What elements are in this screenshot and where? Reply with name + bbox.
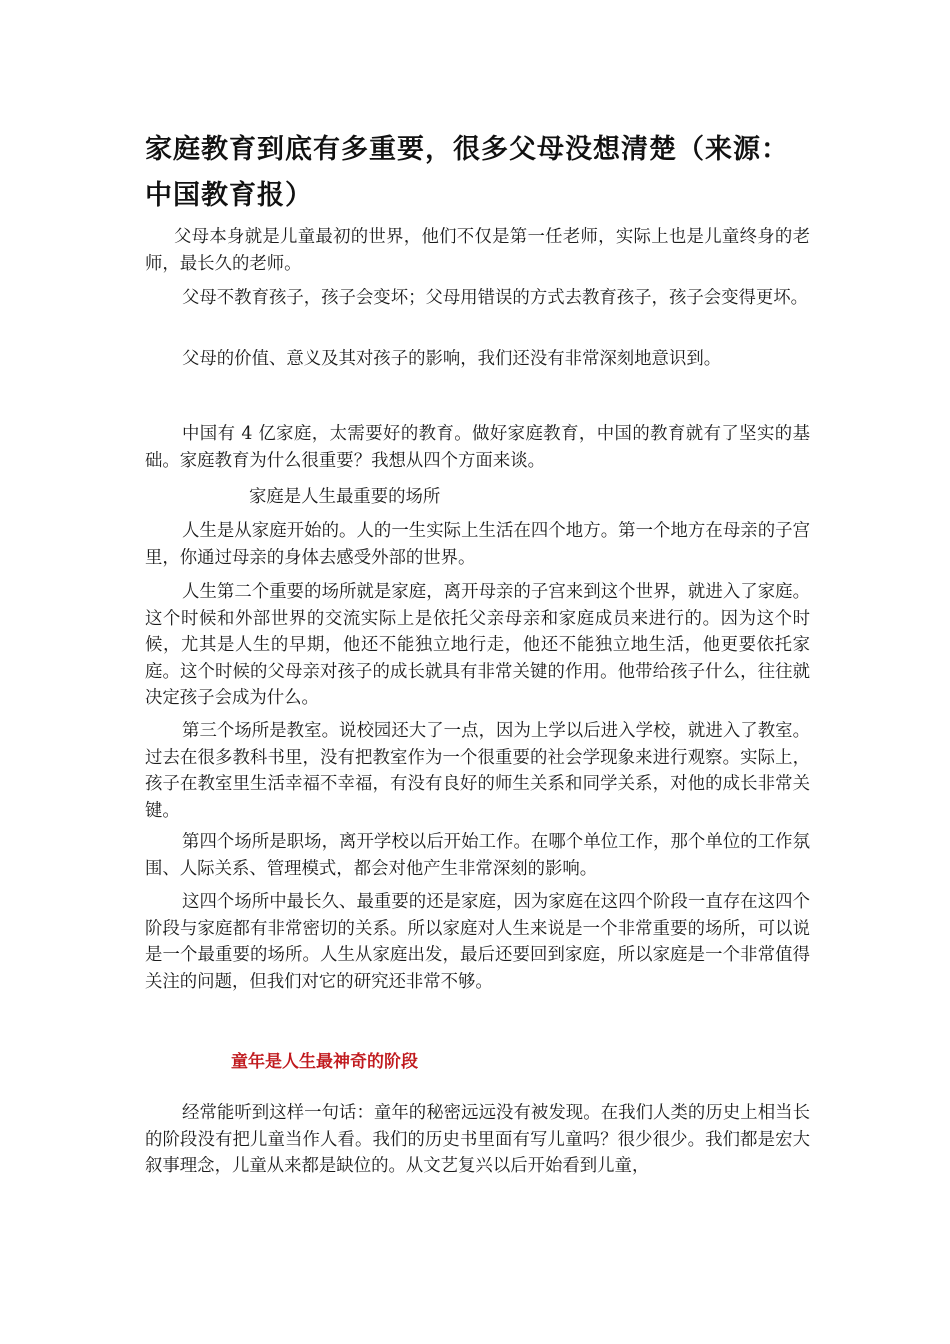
section-heading-childhood: 童年是人生最神奇的阶段	[231, 1052, 418, 1072]
paragraph-parents-first-world: 父母本身就是儿童最初的世界，他们不仅是第一任老师，实际上也是儿童终身的老师，最长久的老师。	[145, 227, 810, 274]
paragraph-china-families: 中国有 4 亿家庭，太需要好的教育。做好家庭教育，中国的教育就有了坚实的基础。家庭教育为什么很重要？我想从四个方面来谈。	[145, 424, 810, 471]
document-title: 家庭教育到底有多重要，很多父母没想清楚（来源：中国教育报）	[145, 134, 789, 211]
section-subheading-family-place: 家庭是人生最重要的场所	[249, 487, 441, 507]
paragraph-family-most-important: 这四个场所中最长久、最重要的还是家庭，因为家庭在这四个阶段一直存在这四个阶段与家庭都有非常密切的关系。所以家庭对人生来说是一个非常重要的场所，可以说是一个最重要的场所。人生从家庭出发，最后还要回到家庭，所以家庭是一个非常值得关注的问题，但我们对它的研究还非常不够。	[145, 892, 810, 992]
paragraph-parents-not-educating: 父母不教育孩子，孩子会变坏；父母用错误的方式去教育孩子，孩子会变得更坏。	[182, 288, 809, 308]
paragraph-life-starts-family: 人生是从家庭开始的。人的一生实际上生活在四个地方。第一个地方在母亲的子宫里，你通过母亲的身体去感受外部的世界。	[145, 521, 810, 568]
paragraph-childhood-secret: 经常能听到这样一句话：童年的秘密远远没有被发现。在我们人类的历史上相当长的阶段没有把儿童当作人看。我们的历史书里面有写儿童吗？很少很少。我们都是宏大叙事理念，儿童从来都是缺位的。从文艺复兴以后开始看到儿童，	[145, 1103, 810, 1176]
paragraph-third-place-classroom: 第三个场所是教室。说校园还大了一点，因为上学以后进入学校，就进入了教室。过去在很多教科书里，没有把教室作为一个很重要的社会学现象来进行观察。实际上，孩子在教室里生活幸福不幸福，有没有良好的师生关系和同学关系，对他的成长非常关键。	[145, 721, 810, 821]
paragraph-parents-value: 父母的价值、意义及其对孩子的影响，我们还没有非常深刻地意识到。	[182, 349, 722, 369]
paragraph-second-place-family: 人生第二个重要的场所就是家庭，离开母亲的子宫来到这个世界，就进入了家庭。这个时候和外部世界的交流实际上是依托父亲母亲和家庭成员来进行的。因为这个时候，尤其是人生的早期，他还不能独立地行走，他还不能独立地生活，他更要依托家庭。这个时候的父母亲对孩子的成长就具有非常关键的作用。他带给孩子什么，往往就决定孩子会成为什么。	[145, 582, 810, 708]
paragraph-fourth-place-workplace: 第四个场所是职场，离开学校以后开始工作。在哪个单位工作，那个单位的工作氛围、人际关系、管理模式，都会对他产生非常深刻的影响。	[145, 832, 810, 879]
